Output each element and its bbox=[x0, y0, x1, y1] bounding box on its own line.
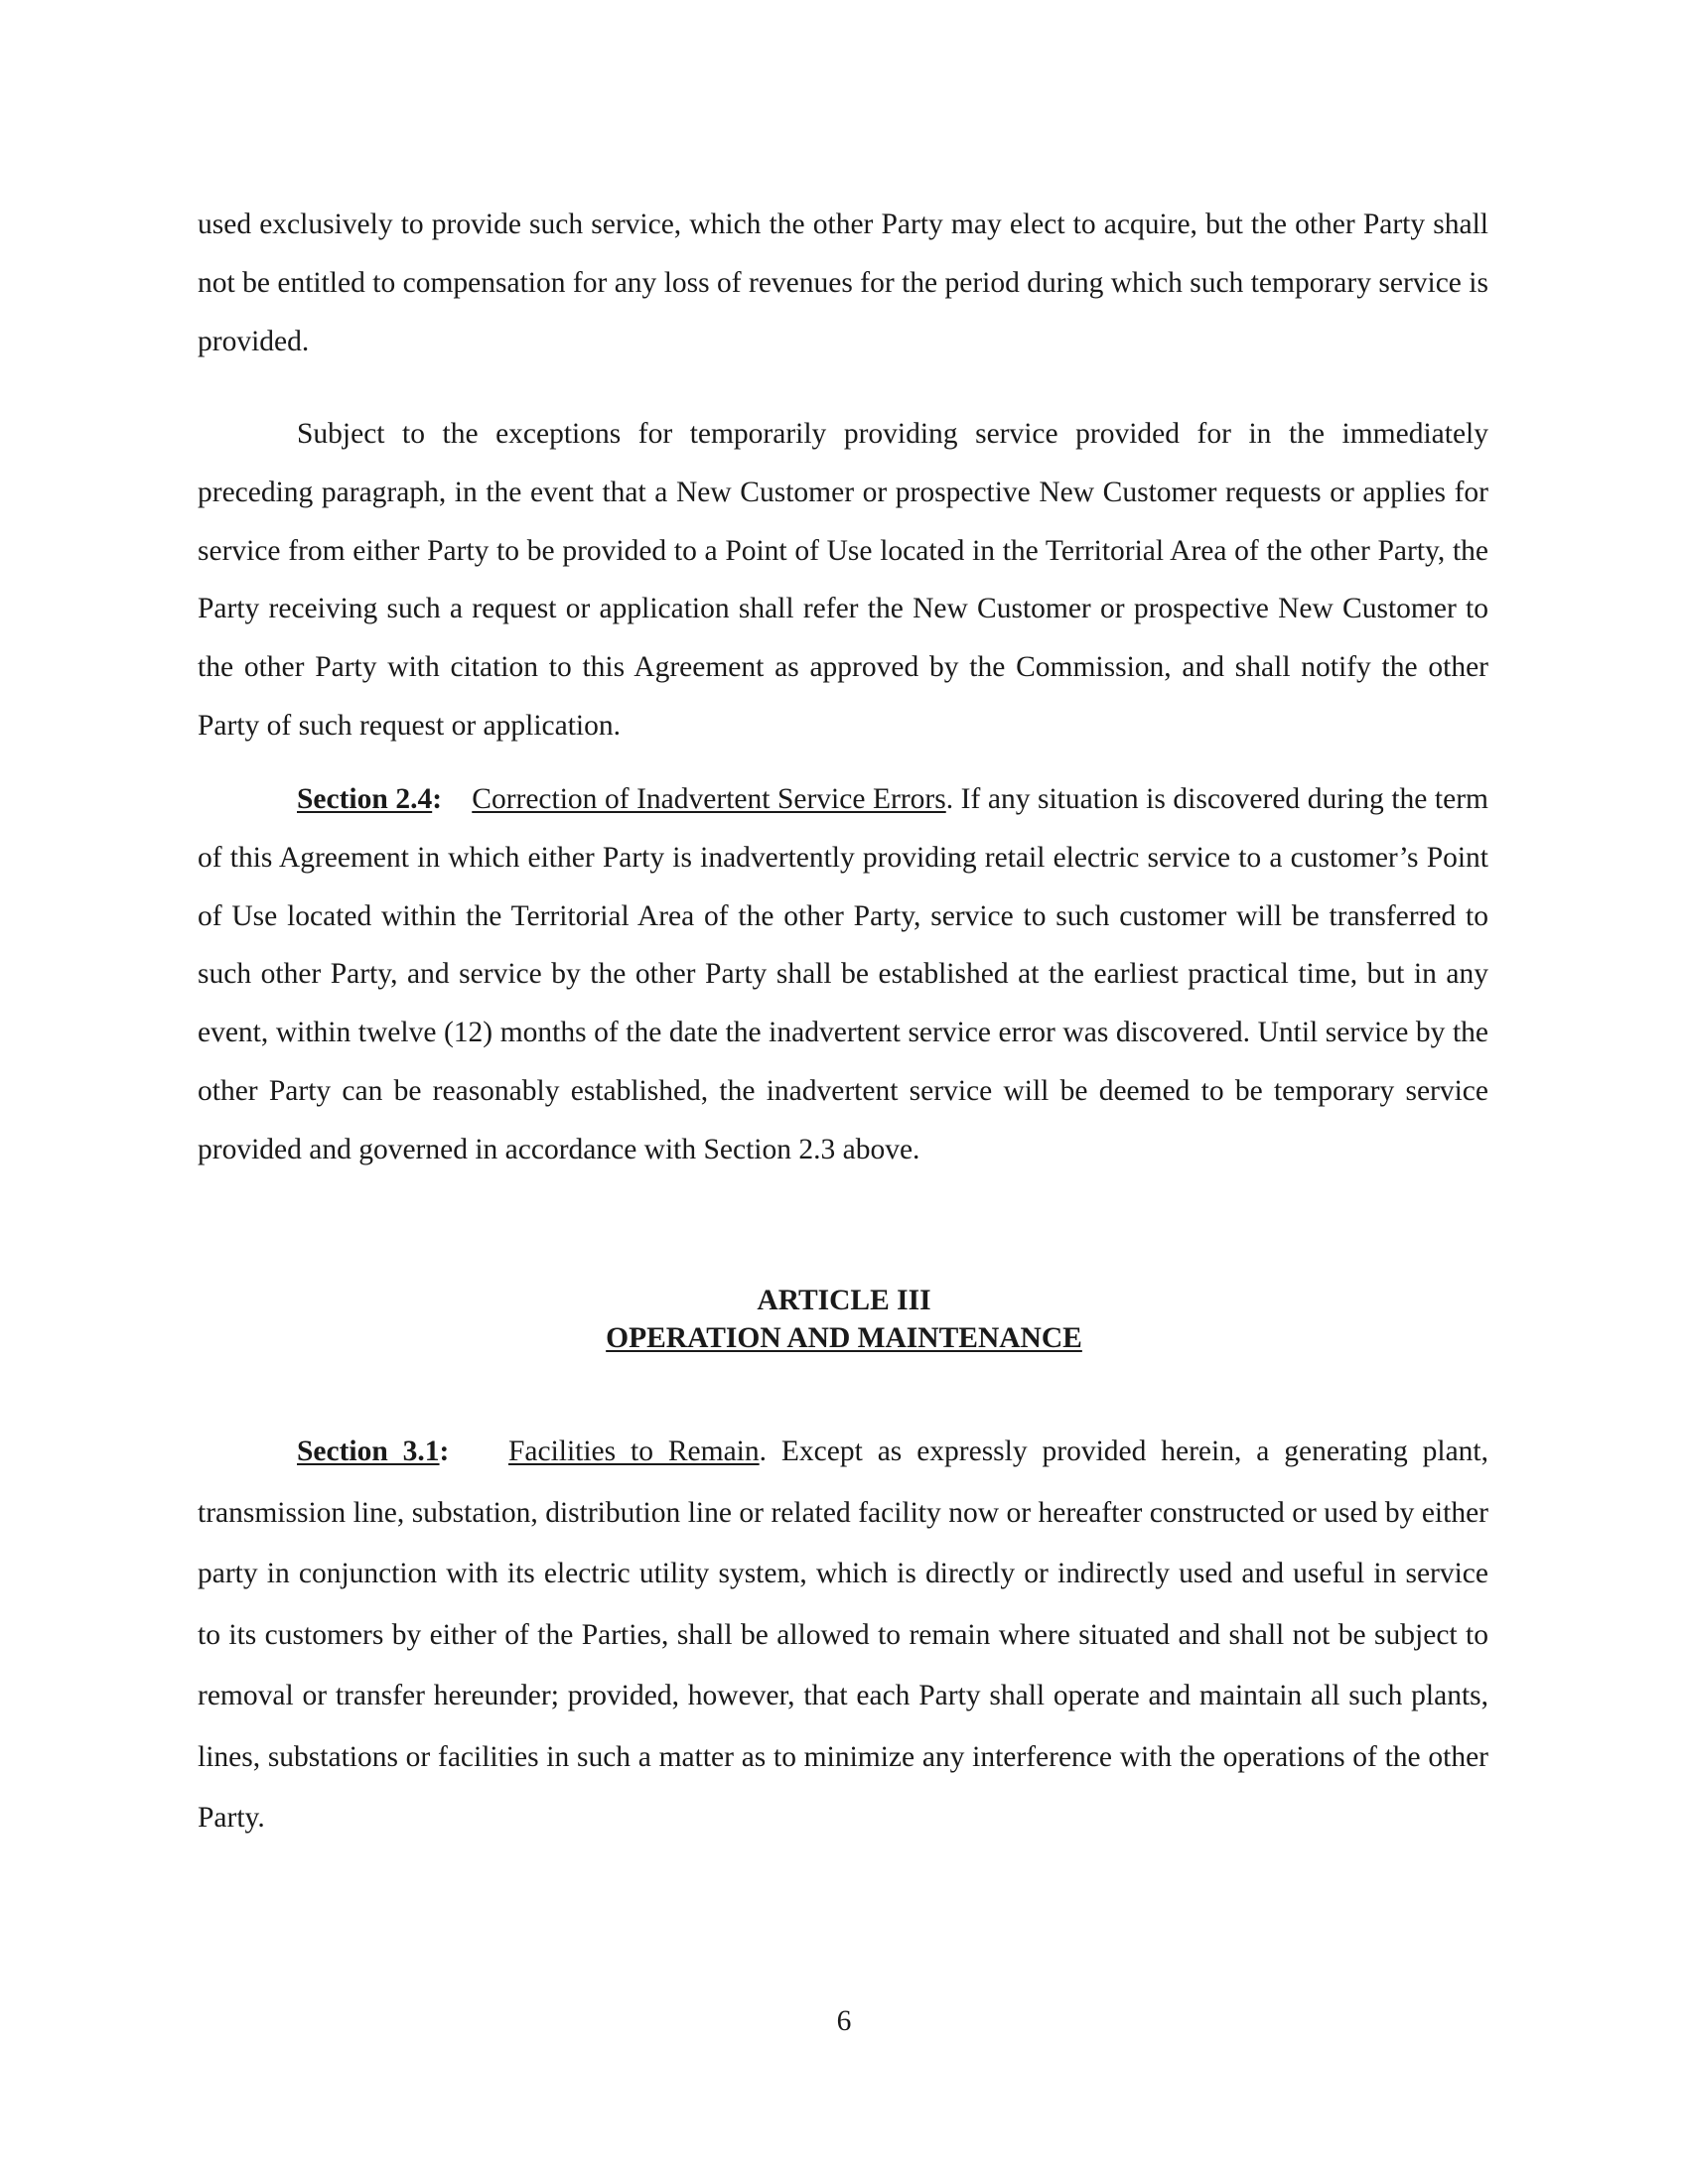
section-2-4-paragraph bbox=[198, 770, 1488, 1179]
section-3-1-label: Section 3.1 bbox=[297, 1435, 440, 1467]
section-3-1-title: Facilities to Remain bbox=[507, 1435, 760, 1467]
section-2-4-body: . If any situation is discovered during the term of this Agreement in which either Party is inadvertently providing retail electric service to a customer’s Point of Use located within the Territorial Area of the other Party, service to such customer will be transferred to such other Party, and service by the other Party shall be established at the earliest practical time, but in any event, within twelve (12) months of the date the inadvertent service error was discovered. Until service by the other Party can be reasonably established, the inadvertent service will be deemed to be temporary service provided and governed in accordance with Section 2.3 above. bbox=[198, 783, 1488, 1165]
section-3-1-colon: : bbox=[439, 1435, 450, 1467]
section-2-4-colon: : bbox=[432, 783, 443, 815]
section-2-4-title: Correction of Inadvertent Service Errors bbox=[472, 783, 946, 815]
article-heading: ARTICLE III bbox=[757, 1285, 931, 1316]
article-heading-block bbox=[0, 1282, 1688, 1357]
page-number: 6 bbox=[836, 2005, 852, 2037]
paragraph-continuation: used exclusively to provide such service, which the other Party may elect to acquire, but the other Party shall not be entitled to compensation for any loss of revenues for the period during which such temporary service is provided. bbox=[198, 208, 1488, 357]
section-2-4-label: Section 2.4 bbox=[297, 783, 433, 815]
article-subheading: OPERATION AND MAINTENANCE bbox=[606, 1322, 1082, 1354]
paragraph-referral: Subject to the exceptions for temporarily providing service provided for in the immediately preceding paragraph, in the event that a New Customer or prospective New Customer requests or applies for service from either Party to be provided to a Point of Use located in the Territorial Area of the other Party, the Party receiving such a request or application shall refer the New Customer or prospective New Customer to the other Party with citation to this Agreement as approved by the Commission, and shall notify the other Party of such request or application. bbox=[198, 418, 1488, 742]
section-3-1-body: . Except as expressly provided herein, a generating plant, transmission line, substation, distribution line or related facility now or hereafter constructed or used by either party in conjunction with its electric utility system, which is directly or indirectly used and useful in service to its customers by either of the Parties, shall be allowed to remain where situated and shall not be subject to removal or transfer hereunder; provided, however, that each Party shall operate and maintain all such plants, lines, substations or facilities in such a matter as to minimize any interference with the operations of the other Party. bbox=[198, 1435, 1488, 1834]
section-3-1-paragraph bbox=[198, 1422, 1488, 1849]
